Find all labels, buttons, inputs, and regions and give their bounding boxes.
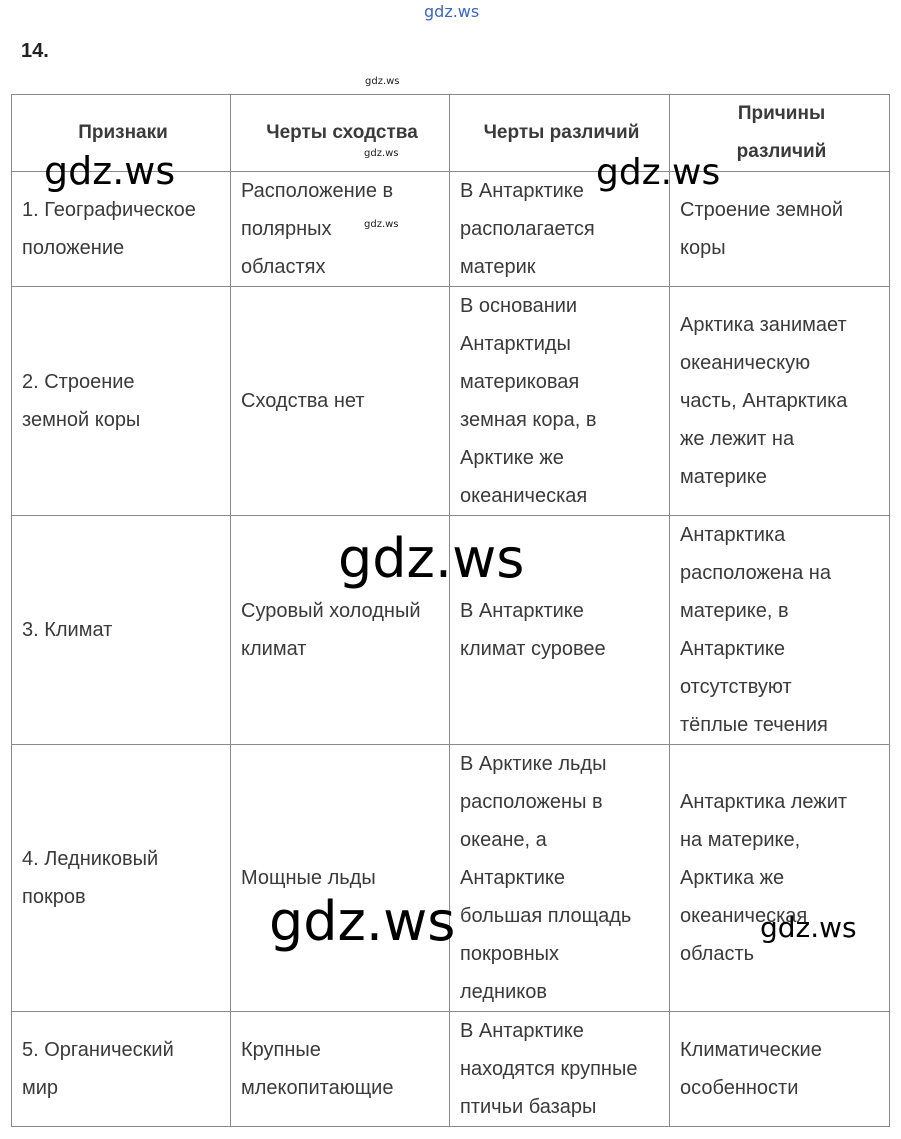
cell-text: Антарктике (680, 638, 785, 660)
cell-text: млекопитающие (241, 1077, 394, 1099)
table-cell (12, 287, 231, 516)
cell-text: В Антарктике (460, 1020, 584, 1042)
cell-text: же лежит на (680, 428, 795, 450)
cell-text: океаническая (680, 905, 808, 927)
cell-text: океаническая (460, 485, 588, 507)
watermark-small: gdz.ws (364, 219, 399, 230)
cell-text: Антарктика лежит (680, 791, 848, 813)
header-text: различий (736, 141, 827, 162)
cell-text: Климатические (680, 1039, 822, 1061)
cell-text: материке, в (680, 600, 789, 622)
cell-text: расположены в (460, 791, 603, 813)
table-cell (670, 287, 890, 516)
cell-text: океаническую (680, 352, 811, 374)
watermark-large: gdz.ws (44, 149, 176, 193)
cell-text: находятся крупные (460, 1058, 638, 1080)
header-text: Черты различий (483, 122, 640, 143)
table-cell (231, 172, 450, 287)
comparison-table (11, 94, 890, 1127)
cell-text: земной коры (22, 409, 141, 431)
cell-text: полярных (241, 218, 332, 240)
watermark-large: gdz.ws (269, 890, 456, 953)
table-row (12, 287, 890, 516)
table-cell (12, 1012, 231, 1127)
header-text: Признаки (78, 122, 168, 143)
cell-text: Арктика занимает (680, 314, 847, 336)
cell-text: океане, а (460, 829, 547, 851)
cell-text: отсутствуют (680, 676, 792, 698)
watermark-small: gdz.ws (364, 148, 399, 159)
table-cell (231, 1012, 450, 1127)
table-cell (12, 745, 231, 1012)
cell-text: климат (241, 638, 307, 660)
cell-text: мир (22, 1077, 59, 1099)
header-text: Причины (737, 103, 826, 124)
table-cell (670, 1012, 890, 1127)
cell-text: Суровый холодный (241, 600, 421, 622)
watermark-large: gdz.ws (338, 527, 525, 590)
watermark-large: gdz.ws (760, 911, 857, 944)
cell-text: В Антарктике (460, 180, 584, 202)
cell-text: покров (22, 886, 86, 908)
cell-text: покровных (460, 943, 559, 965)
table-cell (670, 745, 890, 1012)
cell-text: Сходства нет (241, 390, 365, 412)
table-cell (450, 745, 670, 1012)
watermark-small: gdz.ws (365, 76, 400, 87)
cell-text: Арктика же (680, 867, 785, 889)
cell-text: расположена на (680, 562, 831, 584)
cell-text: климат суровее (460, 638, 606, 660)
table-cell (670, 516, 890, 745)
cell-text: тёплые течения (680, 714, 828, 736)
table-cell (450, 287, 670, 516)
cell-text: Крупные (241, 1039, 321, 1061)
cell-text: В основании (460, 295, 578, 317)
cell-text: Расположение в (241, 180, 394, 202)
cell-text: Антарктика (680, 524, 786, 546)
table-row (12, 1012, 890, 1127)
cell-text: на материке, (680, 829, 801, 851)
table-cell (231, 287, 450, 516)
cell-text: областях (241, 256, 326, 278)
cell-text: 4. Ледниковый (22, 848, 159, 870)
cell-text: особенности (680, 1077, 799, 1099)
cell-text: В Арктике льды (460, 753, 607, 775)
cell-text: Арктике же (460, 447, 564, 469)
cell-text: материковая (460, 371, 580, 393)
table-cell (450, 1012, 670, 1127)
table-row (12, 745, 890, 1012)
header-cell-similarities (231, 95, 450, 172)
table-cell (231, 745, 450, 1012)
cell-text: 1. Географическое (22, 199, 196, 221)
cell-text: материк (460, 256, 536, 278)
cell-text: располагается (460, 218, 595, 240)
cell-text: Антарктиды (460, 333, 571, 355)
watermark-top: gdz.ws (424, 2, 480, 21)
watermark-large: gdz.ws (596, 152, 721, 193)
table-cell (12, 516, 231, 745)
cell-text: материке (680, 466, 767, 488)
cell-text: 2. Строение (22, 371, 135, 393)
cell-text: В Антарктике (460, 600, 584, 622)
cell-text: земная кора, в (460, 409, 597, 431)
cell-text: птичьи базары (460, 1096, 597, 1118)
cell-text: Мощные льды (241, 867, 376, 889)
cell-text: область (680, 943, 755, 965)
cell-text: Строение земной (680, 199, 844, 221)
cell-text: ледников (460, 981, 547, 1003)
task-number: 14. (21, 40, 49, 62)
cell-text: 5. Органический (22, 1039, 174, 1061)
cell-text: коры (680, 237, 726, 259)
cell-text: часть, Антарктика (680, 390, 848, 412)
cell-text: 3. Климат (22, 619, 113, 641)
cell-text: положение (22, 237, 125, 259)
cell-text: большая площадь (460, 905, 632, 927)
cell-text: Антарктике (460, 867, 565, 889)
header-text: Черты сходства (266, 122, 418, 143)
